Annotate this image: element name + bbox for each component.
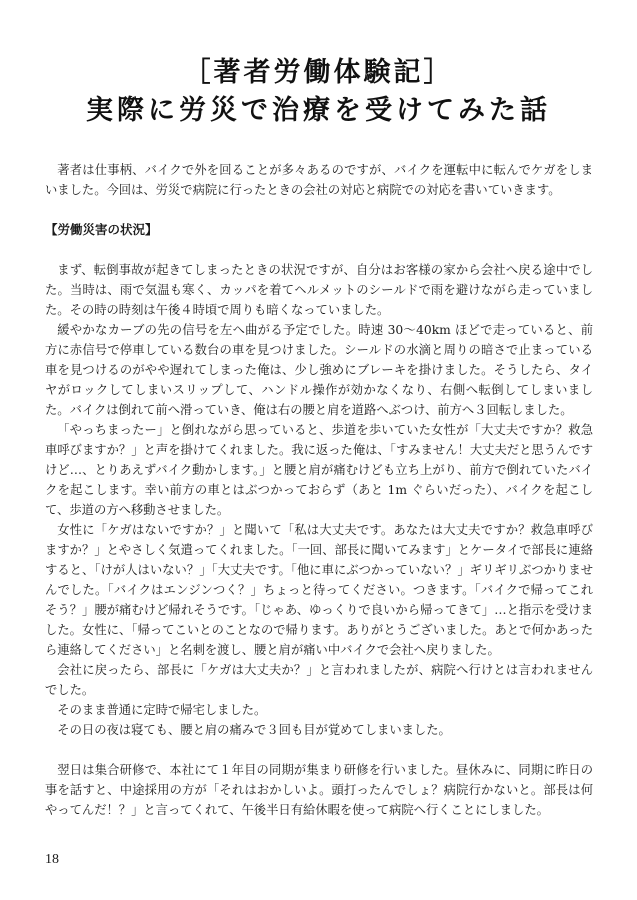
page-number: 18 <box>45 852 59 867</box>
paragraph-2: 緩やかなカーブの先の信号を左へ曲がる予定でした。時速 30〜40km ほどで走っていると、前方に赤信号で停車している数台の車を見つけました。シールドの水滴と周りの暗さで止まっている車を見つけるのがやや遅れてしまった俺は、少し強めにブレーキを掛けました。そうしたら、タイヤがロックしてしまいスリップして、ハンドル操作が効かなくなり、右側へ転倒してしまいました。バイクは倒れて前へ滑っていき、俺は右の腰と肩を道路へぶつけ、前方へ３回転しました。 <box>45 323 593 417</box>
paragraph-3: 「やっちまったー」と倒れながら思っていると、歩道を歩いていた女性が「大丈夫ですか？救急車呼びますか？」と声を掛けてくれました。我に返った俺は、「すみません！大丈夫だと思うんですけど…、とりあえずバイク動かします。」と腰と肩が痛むけども立ち上がり、前方で倒れていたバイクを起こします。幸い前方の車とはぶつかっておらず（あと 1m ぐらいだった）、バイクを起こして、歩道の方へ移動させました。 <box>45 423 593 517</box>
paragraph-1: まず、転倒事故が起きてしまったときの状況ですが、自分はお客様の家から会社へ戻る途中でした。当時は、雨で気温も寒く、カッパを着てヘルメットのシールドで雨を避けながら走っていました。その時の時刻は午後４時頃で周りも暗くなっていました。 <box>45 263 593 317</box>
section-heading: 【労働災害の状況】 <box>45 222 158 237</box>
page-title: 実際に労災で治療を受けてみた話 <box>86 95 551 126</box>
title-bracket-line: ［著者労働体験記］ <box>183 57 454 88</box>
paragraph-7: その日の夜は寝ても、腰と肩の痛みで３回も目が覚めてしまいました。 <box>57 723 451 737</box>
intro-paragraph: 著者は仕事柄、バイクで外を回ることが多々あるのですが、バイクを運転中に転んでケガをしまいました。今回は、労災で病院に行ったときの会社の対応と病院での対応を書いていきます。 <box>45 163 593 197</box>
paragraph-gap <box>45 740 593 760</box>
paragraph-6: そのまま普通に定時で帰宅しました。 <box>57 703 267 717</box>
paragraph-5: 会社に戻ったら、部長に「ケガは大丈夫か？」と言われましたが、病院へ行けとは言われませんでした。 <box>45 663 593 697</box>
closing-paragraph: 翌日は集合研修で、本社にて１年目の同期が集まり研修を行いました。昼休みに、同期に昨日の事を話すと、中途採用の方が「それはおかしいよ。頭打ったんでしょ？病院行かないと。部長は何やってんだ！？」と言ってくれて、午後半日有給休暇を使って病院へ行くことにしました。 <box>45 763 593 817</box>
paragraph-4: 女性に「ケガはないですか？」と聞いて「私は大丈夫です。あなたは大丈夫ですか？救急車呼びますか？」とやさしく気遣ってくれました。「一回、部長に聞いてみます」とケータイで部長に連絡すると、「けが人はいない？」「大丈夫です。「他に車にぶつかっていない？」ギリギリぶつかりませんでした。「バイクはエンジンつく？」ちょっと待ってください。つきます。「バイクで帰ってこれそう？」腰が痛むけど帰れそうです。「じゃあ、ゆっくりで良いから帰ってきて」…と指示を受けました。女性に、「帰ってこいとのことなので帰ります。ありがとうございました。あとで何かあったら連絡してください」と名刺を渡し、腰と肩が痛い中バイクで会社へ戻りました。 <box>45 523 593 657</box>
article-body <box>45 160 593 820</box>
